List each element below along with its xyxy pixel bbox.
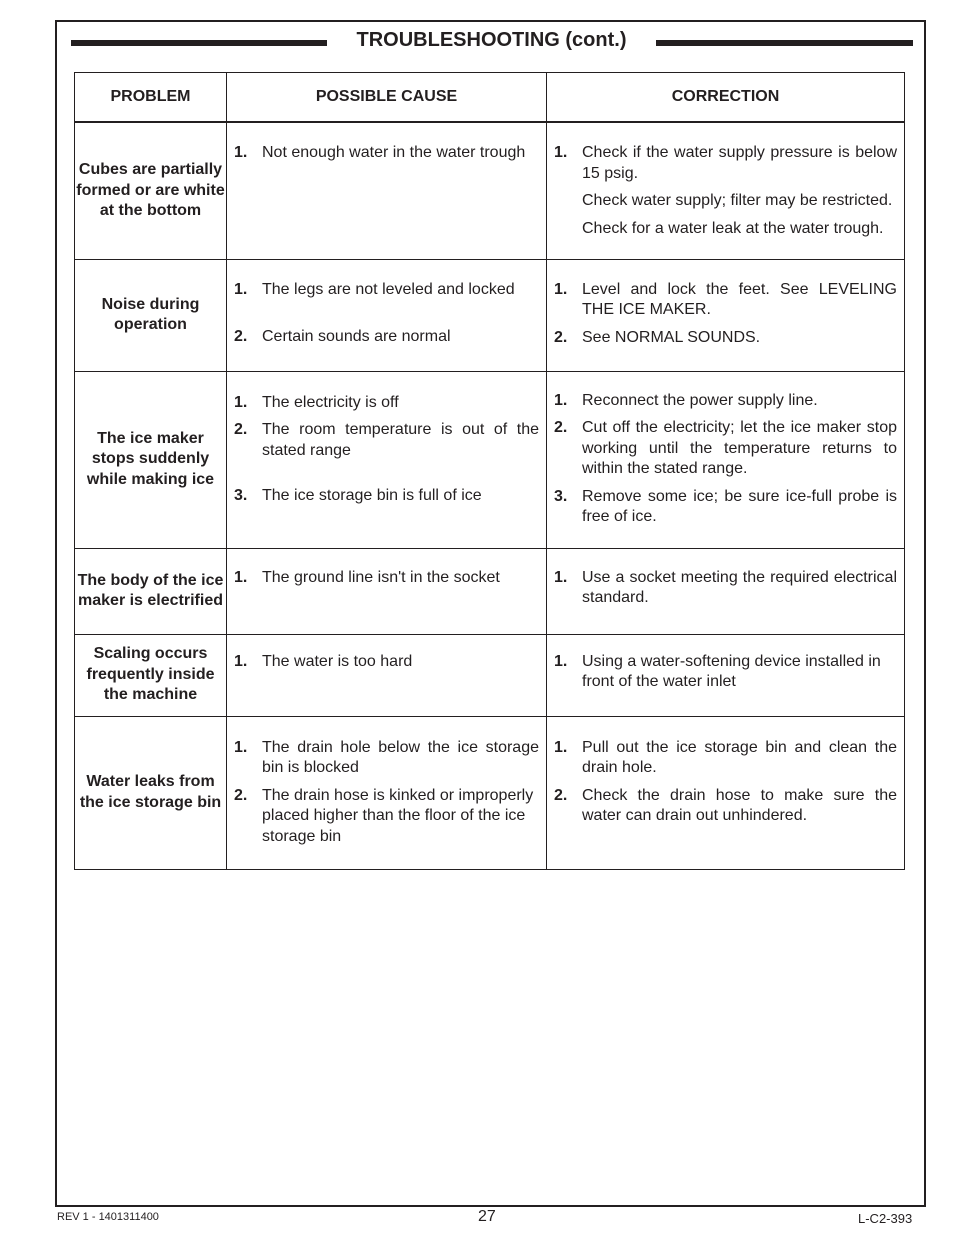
- cause-cell: [227, 716, 547, 869]
- item-text: Reconnect the power supply line.: [582, 391, 818, 409]
- list-item: [554, 738, 897, 779]
- list-item: [554, 391, 897, 412]
- correction-cell: [547, 259, 905, 371]
- item-text: See NORMAL SOUNDS.: [582, 328, 761, 346]
- item-number: 1.: [234, 393, 248, 411]
- list-item: [234, 420, 539, 461]
- problem-cell: The body of the ice maker is electrified: [75, 548, 227, 634]
- item-text: Using a water-softening device installed in front of the water inlet: [582, 652, 881, 690]
- list-item: [234, 786, 539, 848]
- list-item: [234, 393, 539, 414]
- list-item: [554, 328, 897, 349]
- list-item: [554, 418, 897, 480]
- page-number: 27: [478, 1208, 496, 1225]
- page-title: TROUBLESHOOTING (cont.): [356, 29, 627, 51]
- column-header-correction: CORRECTION: [547, 73, 905, 123]
- correction-cell: [547, 634, 905, 716]
- item-number: 1.: [554, 391, 568, 409]
- revision-label: REV 1 - 1401311400: [57, 1211, 159, 1223]
- cause-cell: [227, 634, 547, 716]
- cause-cell: [227, 371, 547, 548]
- table-row: [75, 716, 905, 869]
- item-text: The legs are not leveled and locked: [262, 280, 515, 298]
- title-rule-right: [656, 40, 913, 46]
- list-item: [234, 568, 539, 589]
- list-item: [554, 652, 897, 693]
- item-text: The ground line isn't in the socket: [262, 568, 500, 586]
- item-number: 1.: [234, 738, 248, 756]
- item-number: 2.: [554, 328, 568, 346]
- problem-cell: Scaling occurs frequently inside the machine: [75, 634, 227, 716]
- item-text: The water is too hard: [262, 652, 413, 670]
- item-number: 1.: [234, 280, 248, 298]
- item-number: 2.: [554, 786, 568, 804]
- column-header-possible-cause: POSSIBLE CAUSE: [227, 73, 547, 123]
- problem-cell: Noise during operation: [75, 259, 227, 371]
- item-number: 1.: [234, 144, 248, 161]
- correction-cell: [547, 122, 905, 259]
- table-row: [75, 634, 905, 716]
- cause-cell: [227, 259, 547, 371]
- item-number: 1.: [234, 652, 248, 670]
- item-text: Cut off the electricity; let the ice maker stop working until the temperature returns to within the stated range.: [582, 419, 897, 477]
- table-header-row: [75, 73, 905, 123]
- table-row: [75, 259, 905, 371]
- item-text: Remove some ice; be sure ice-full probe is free of ice.: [582, 487, 897, 525]
- list-item-continuation: Check water supply; filter may be restricted.: [582, 192, 893, 209]
- list-item: [554, 280, 897, 321]
- list-item: [234, 486, 539, 507]
- column-header-problem: PROBLEM: [75, 73, 227, 123]
- item-text: The electricity is off: [262, 393, 399, 411]
- item-text: Use a socket meeting the required electrical standard.: [582, 568, 897, 606]
- title-rule-left: [71, 40, 327, 46]
- table-row: [75, 371, 905, 548]
- correction-cell: [547, 371, 905, 548]
- item-text: Check if the water supply pressure is below 15 psig.: [582, 144, 897, 182]
- correction-cell: [547, 716, 905, 869]
- table-row: [75, 548, 905, 634]
- troubleshooting-table: [74, 72, 905, 870]
- correction-cell: [547, 548, 905, 634]
- item-number: 2.: [234, 786, 248, 804]
- item-number: 1.: [554, 144, 568, 161]
- list-item-continuation: Check for a water leak at the water trough.: [582, 219, 884, 237]
- item-number: 1.: [554, 738, 568, 756]
- item-number: 1.: [554, 568, 568, 586]
- list-item: [234, 652, 539, 673]
- problem-cell: The ice maker stops suddenly while making ice: [75, 371, 227, 548]
- problem-cell: Cubes are partially formed or are white at the bottom: [75, 122, 227, 259]
- item-number: 2.: [554, 419, 568, 436]
- list-item: [554, 786, 897, 827]
- item-number: 1.: [554, 280, 568, 298]
- table-row: [75, 122, 905, 259]
- item-text: The room temperature is out of the stated range: [262, 421, 539, 459]
- list-item: [234, 280, 539, 301]
- item-text: The drain hole below the ice storage bin is blocked: [262, 738, 539, 776]
- item-text: Check the drain hose to make sure the water can drain out unhindered.: [582, 786, 897, 824]
- list-item: [234, 327, 539, 348]
- item-number: 1.: [234, 568, 248, 586]
- cause-cell: [227, 548, 547, 634]
- cause-cell: [227, 122, 547, 259]
- item-text: Pull out the ice storage bin and clean the drain hole.: [582, 738, 897, 776]
- item-number: 3.: [554, 487, 568, 505]
- item-text: Level and lock the feet. See LEVELING THE ICE MAKER.: [582, 280, 897, 318]
- item-number: 1.: [554, 652, 568, 670]
- item-text: Certain sounds are normal: [262, 328, 451, 345]
- list-item: [554, 487, 897, 528]
- item-number: 2.: [234, 421, 248, 438]
- item-number: 3.: [234, 487, 248, 504]
- list-item: [554, 568, 897, 609]
- list-item: [234, 143, 539, 164]
- list-item: [234, 738, 539, 779]
- document-code: L-C2-393: [858, 1211, 913, 1226]
- item-text: The ice storage bin is full of ice: [262, 487, 482, 504]
- item-text: The drain hose is kinked or improperly placed higher than the floor of the ice storage bin: [262, 786, 534, 845]
- list-item: [554, 143, 897, 184]
- item-text: Not enough water in the water trough: [262, 144, 526, 161]
- problem-cell: Water leaks from the ice storage bin: [75, 716, 227, 869]
- item-number: 2.: [234, 328, 248, 345]
